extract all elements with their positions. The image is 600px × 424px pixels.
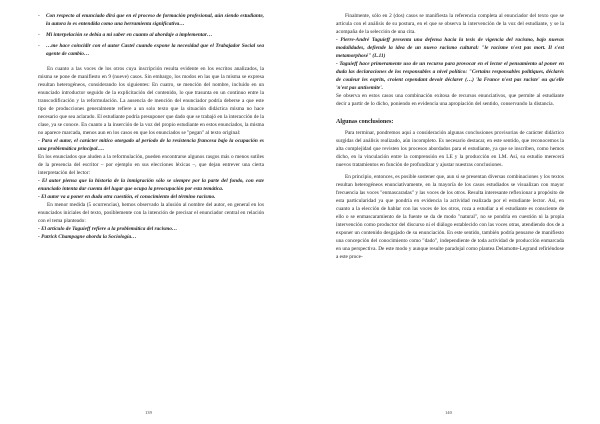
body-paragraph: En principio, entonces, es posible sostener que, aun si se presentan diversas combinaciones y los textos resultan heterogéneos enunciativamente, en la mayoría de los casos estudiados se visualizan con mayor frecuencia las voces "enmascaradas" y las voces de los otros. Resulta interesante reflexionar a propósito de esta particularidad ya que pondría en evidencia la actividad realizada por el estudiante lector. Así, en cuanto a la elección de hablar con las voces de los otros, roza a estudiar a el estudiante es consciente de ello o se enmascaramiento de la fuente se da de modo "natural", no se pondría en cuestión ni la propia intervención como productor del discurso ni el diálogo establecido con las voces otras, atendiendo dos de a exponer un contenido desgajado de su enunciación. En este sentido, también podría pensarse de manifiesto una concepción del conocimiento como "dado", independiente de toda actividad de producción enmarcada en una perspectiva. De este modo y aunque resulte paradojal como plantea Delamotte-Legrand refiriéndose a este proce- <box>336 174 564 260</box>
quote-example: - El autor piensa que la historia de la inmigración sólo se siempre por la parte del fondo, con este enunciado intenta dar cuenta del lugar que ocupa la preocupación por esta temática. <box>38 178 264 192</box>
body-paragraph: Se observa en estos casos una combinación exitosa de recursos enunciativos, que permite al estudiante decir a partir de lo dicho, poniendo en evidencia una apropiación del sentido, conservando la distancia. <box>336 93 564 107</box>
bullet-dash: - <box>38 32 40 38</box>
quote-example: - Pierre-André Taguieff presenta una defensa hacia la tesis de vigencia del racismo, bajo nuevas modalidades, defiende la idea de un nuevo racismo cultural: "le racisme n'est pas mort. Il s'est metamorphosé" (L.11) <box>336 37 564 59</box>
body-paragraph: Finalmente, sólo en 2 (dos) casos se manifiesta la referencia completa al enunciador del texto que se articula con el análisis de su postura, en el que se observa la intervención de la voz del estudiante, y se la acompaña de la selección de una cita. <box>336 13 564 35</box>
quote-example: - Patrick Champagne aborda la Sociología… <box>38 234 137 240</box>
bullet-dash: - <box>38 13 40 19</box>
bullet-dash: - <box>38 43 40 49</box>
body-paragraph: En los enunciados que aluden a la reformulación, pueden encontrarse algunos rasgos más o menos sutiles de la presencia del escritor – por ejemplo en sus elecciones léxicas –, que dejan entrever una cierta interpretación del lector: <box>38 154 264 176</box>
page-number: 140 <box>445 410 452 415</box>
body-paragraph: En menor medida (5 ocurrencias), hemos observado la alusión al nombre del autor, en general en los enunciados iniciales del texto, posiblemente con la intención de precisar el enunciador central en relación con el tema planteado: <box>38 202 264 224</box>
left-page-text <box>38 12 264 241</box>
quote-example: - Taguieff hace primeramente uso de un recurso para provocar en el lector el pensamiento al poner en duda las declaraciones de los responsables a nivel político: "Certains responsables politiques, déclarés de couleur les esprits, croient cependant devoir déclarer (…) 'la France n'est pas raciste' ou qu'elle 'n'est pas antisemite'. <box>336 61 564 91</box>
quote-example: - El artículo de Taguieff refiere a la problemática del racismo… <box>38 226 178 232</box>
list-item <box>38 12 264 28</box>
bullet-text: Mi interpelación se debía a mi saber en cuanto al abordaje a implementar… <box>46 32 213 38</box>
list-item <box>38 42 264 58</box>
quote-example: - El autor va a poner en duda otra cuestión, el conocimiento del término racismo. <box>38 194 216 200</box>
list-item <box>38 31 264 39</box>
right-page-text <box>336 12 564 261</box>
body-paragraph: En cuanto a las voces de los otros cuya inscripción resulta evidente en los escritos analizados, la misma se pone de manifiesto en 9 (nueve) casos. Sin embargo, los modos en las que la misma se expresa resultan heterogéneos, considerando los siguientes: En cuatro, se mención del nombre, incluido en un enunciado introductor seguido de la explicitación del contenido, lo que trasunta en un continuo entre la transcodificación y la reformulación. La ausencia de mención del enunciador podría deberse a que este tipo de producciones generalmente refiere a un solo texto que la situación didáctica misma no hace necesario que sea aclarado. El estudiante podría presuponer que dado que se trabajó en la interacción de la clase, ya se conoce. En cuanto a la inserción de la voz del propio estudiante en estos enunciados, la misma no aparece marcada, menos aun en los casos en que los enunciados se "pegan" al texto original: <box>38 66 264 136</box>
bullet-text: …me hace coincidir con el autor Castel cuando expone la necesidad que el Trabajador Social sea agente de cambio… <box>46 43 264 57</box>
page-number: 139 <box>145 410 152 415</box>
right-page <box>300 0 600 424</box>
bullet-text: Con respecto al enunciado dirá que en el proceso de formación profesional, aún siendo estudiante, la autora lo es entendida como una herramienta significativa… <box>46 13 264 27</box>
section-heading: Algunas conclusiones: <box>336 119 394 125</box>
quote-example: - Para el autor, el carácter mítico otorgado al período de la resistencia francesa bajo la ocupación es una problemática principal…. <box>38 138 264 152</box>
body-paragraph: Para terminar, pondremos aquí a consideración algunas conclusiones provisorias de carácter didáctico surgidas del análisis realizado, aún incompleto. Es necesario destacar, en este sentido, que reconocemos la alta complejidad que revisten los procesos abordados para el estudiante, ya que se inscriben, como hemos dicho, en la vinculación entre la comprensión en LE y la producción en LM. Así, su estudio merecerá nuevos tratamientos en función de profundizar y ajustar nuestras conclusiones. <box>336 130 564 168</box>
